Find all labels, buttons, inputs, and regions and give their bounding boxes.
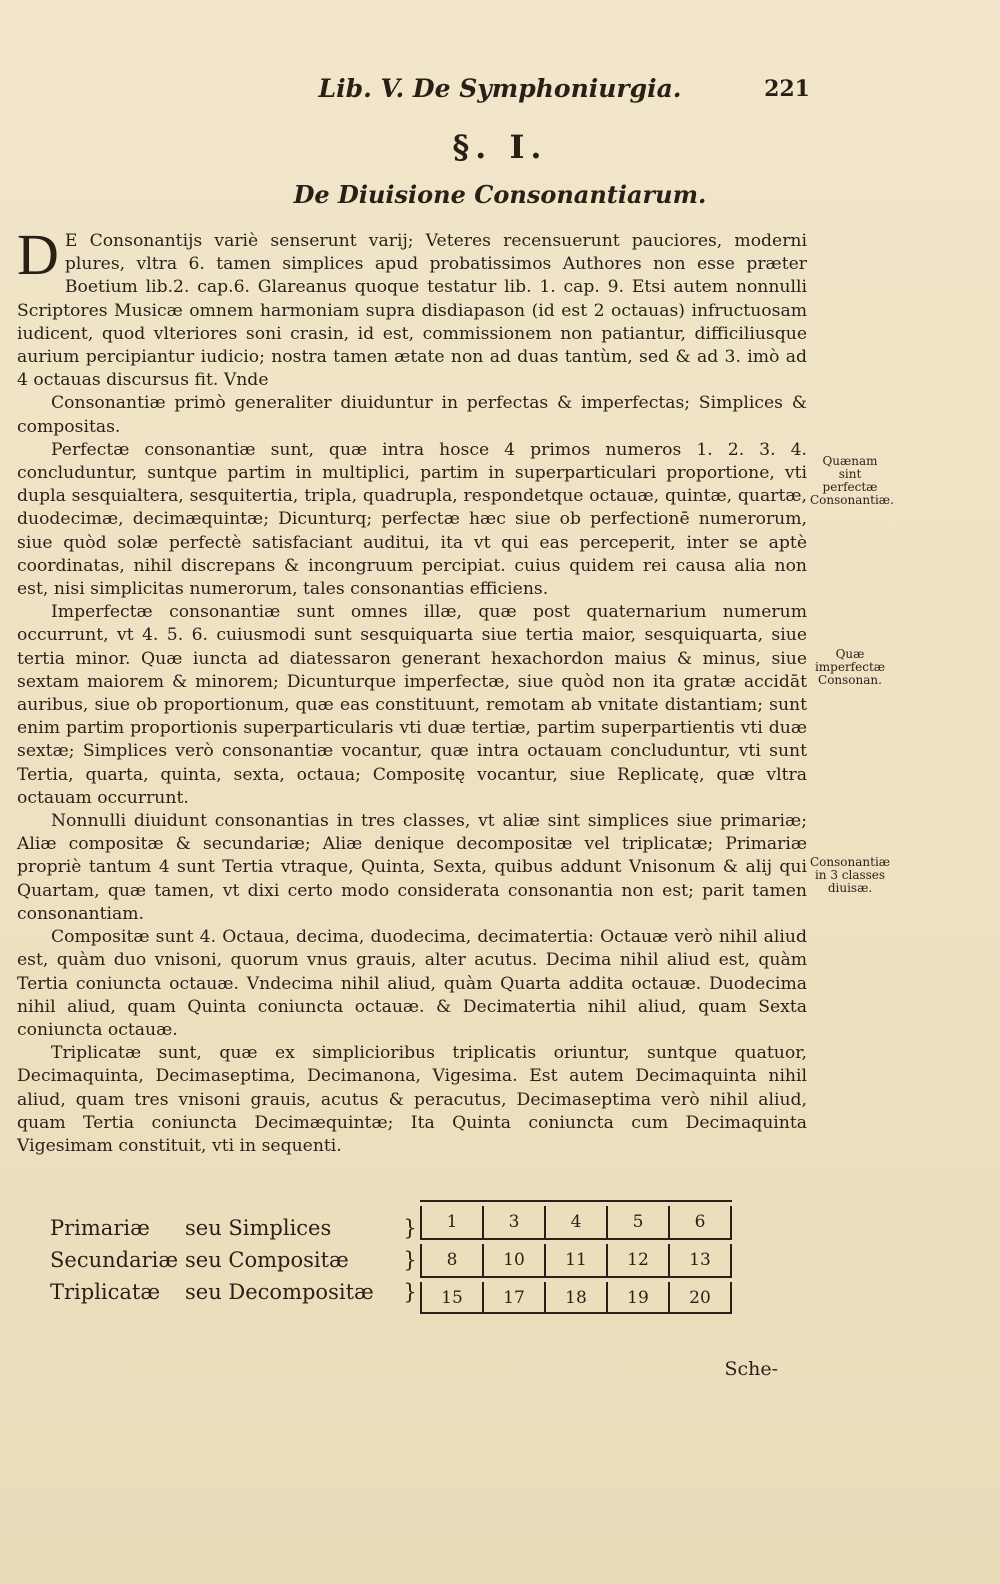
table-cell: 10 [484, 1244, 546, 1276]
paragraph-6: Compositæ sunt 4. Octaua, decima, duodecima, decimatertia: Octauæ verò nihil aliud est, quàm duo vnisoni, quorum vnus grauis, alter acutus. Decima nihil aliud est, quàm Tertia coniuncta octauæ. Vndecima nihil aliud, quàm Quarta addita octauæ. Duodecima nihil aliud, quam Quinta coniuncta octauæ. & Decimatertia nihil aliud, quam Sexta coniuncta octauæ. [17, 927, 807, 1040]
table-cell: 20 [670, 1282, 732, 1314]
drop-capital: D [17, 222, 59, 287]
paragraph-1-text: E Consonantijs variè senserunt varij; Veteres recensuerunt pauciores, moderni plures, vltra 6. tamen simplices apud probatissimos Authores non esse præter Boetium lib.2. cap.6. Glareanus quoque testatur lib. 1. cap. 9. Etsi autem nonnulli Scriptores Musicæ omnem harmoniam supra disdiapason (id est 2 octauas) infructuosam iudicent, quod vlteriores soni crasin, id est, commissionem non patiantur, difficiliusque aurium percipiantur iudicio; nostra tamen ætate non ad duas tantùm, sed & ad 3. imò ad 4 octauas discursus fit. Vnde [17, 231, 807, 391]
brace: } [403, 1248, 417, 1272]
table-cell: 4 [546, 1206, 608, 1238]
row-label: Primariæ [50, 1216, 150, 1240]
table-label-row [50, 1276, 425, 1308]
table-cell: 3 [484, 1206, 546, 1238]
margin-note-classes: Consonantiæ in 3 classes diuisæ. [810, 855, 891, 895]
row-synonym: seu Simplices [185, 1216, 332, 1240]
margin-note-imperfectae: Quæ imperfectæ Consonan. [814, 647, 886, 687]
table-row-labels [50, 1212, 425, 1308]
brace: } [403, 1216, 417, 1240]
table-label-row [50, 1212, 425, 1244]
table-cell: 17 [484, 1282, 546, 1314]
table-cell: 12 [608, 1244, 670, 1276]
running-title: Lib. V. De Symphoniurgia. [318, 74, 682, 103]
table-cell: 1 [420, 1206, 484, 1238]
paragraph-4: Imperfectæ consonantiæ sunt omnes illæ, quæ post quaternarium numerum occurrunt, vt 4. 5. 6. cuiusmodi sunt sesquiquarta siue tertia maior, sesquiquarta, siue tertia minor. Quæ iuncta ad diatessaron generant hexachordon maius & minus, siue sextam maiorem & minorem; Dicunturque imperfectæ, siue quòd non ita gratæ accidāt auribus, siue ob proportionum, quæ eas constituunt, remotam ab vnitate distantiam; sunt enim partim proportionis superparticularis vti duæ tertiæ, partim superpartientis vti duæ sextæ; Simplices verò consonantiæ vocantur, quæ intra octauam concluduntur, vti sunt Tertia, quarta, quinta, sexta, octaua; Compositę vocantur, siue Replicatę, quæ vltra octauam occurrunt. [17, 602, 807, 808]
row-synonym: seu Decompositæ [185, 1280, 374, 1304]
table-cell: 19 [608, 1282, 670, 1314]
table-cell: 18 [546, 1282, 608, 1314]
page-number: 221 [764, 76, 810, 102]
table-cell: 5 [608, 1206, 670, 1238]
catchword: Sche- [724, 1358, 778, 1380]
paragraph-7: Triplicatæ sunt, quæ ex simplicioribus triplicatis oriuntur, suntque quatuor, Decimaquinta, Decimaseptima, Decimanona, Vigesima. Est autem Decimaquinta nihil aliud, quam tres vnisoni grauis, acutus & peracutus, Decimaseptima verò nihil aliud, quam Tertia coniuncta Decimæquintæ; Ita Quinta coniuncta cum Decimaquinta Vigesimam constituit, vti in sequenti. [17, 1043, 807, 1156]
page-header [0, 72, 1000, 112]
interval-grid [420, 1200, 732, 1314]
paragraph-5: Nonnulli diuidunt consonantias in tres classes, vt aliæ sint simplices siue primariæ; Aliæ compositæ & secundariæ; Aliæ denique decompositæ vel triplicatæ; Primariæ propriè tantum 4 sunt Tertia vtraque, Quinta, Sexta, quibus addunt Vnisonum & alij qui Quartam, quæ tamen, vt dixi certo modo considerata consonantia non est; parit tamen consonantiam. [17, 811, 807, 924]
brace: } [403, 1280, 417, 1304]
margin-note-perfectae: Quænam sint perfectæ Consonantiæ. [810, 454, 894, 507]
table-cell: 15 [420, 1282, 484, 1314]
consonance-table [40, 1200, 740, 1320]
table-cell: 13 [670, 1244, 732, 1276]
row-label: Secundariæ [50, 1248, 179, 1272]
paragraph-3: Perfectæ consonantiæ sunt, quæ intra hosce 4 primos numeros 1. 2. 3. 4. concluduntur, suntque partim in multiplici, partim in superparticulari proportione, vti dupla sesquialtera, sesquitertia, tripla, quadrupla, respondetque octauæ, quintæ, quartæ, duodecimæ, decimæquintæ; Dicunturq; perfectæ hæc siue ob perfectionē numerorum, siue quòd solæ perfectè satisfaciant auditui, ita vt qui eas perceperit, inter se aptè coordinatas, nihil discrepans & incongruum percipiat. cuius quidem rei causa alia non est, nisi simplicitas numerorum, tales consonantias efficiens. [17, 439, 807, 600]
section-mark: §. I. [452, 128, 548, 166]
table-label-row [50, 1244, 425, 1276]
table-row [420, 1244, 732, 1278]
row-label: Triplicatæ [50, 1280, 161, 1304]
row-synonym: seu Compositæ [185, 1248, 349, 1272]
table-row [420, 1282, 732, 1314]
body-text [17, 222, 807, 1158]
table-cell: 6 [670, 1206, 732, 1238]
table-cell: 11 [546, 1244, 608, 1276]
paragraph-2: Consonantiæ primò generaliter diuiduntur in perfectas & imperfectas; Simplices & compositas. [17, 393, 807, 437]
paragraph-1 [17, 222, 807, 392]
table-cell: 8 [420, 1244, 484, 1276]
section-title: De Diuisione Consonantiarum. [293, 180, 707, 209]
table-row [420, 1206, 732, 1240]
